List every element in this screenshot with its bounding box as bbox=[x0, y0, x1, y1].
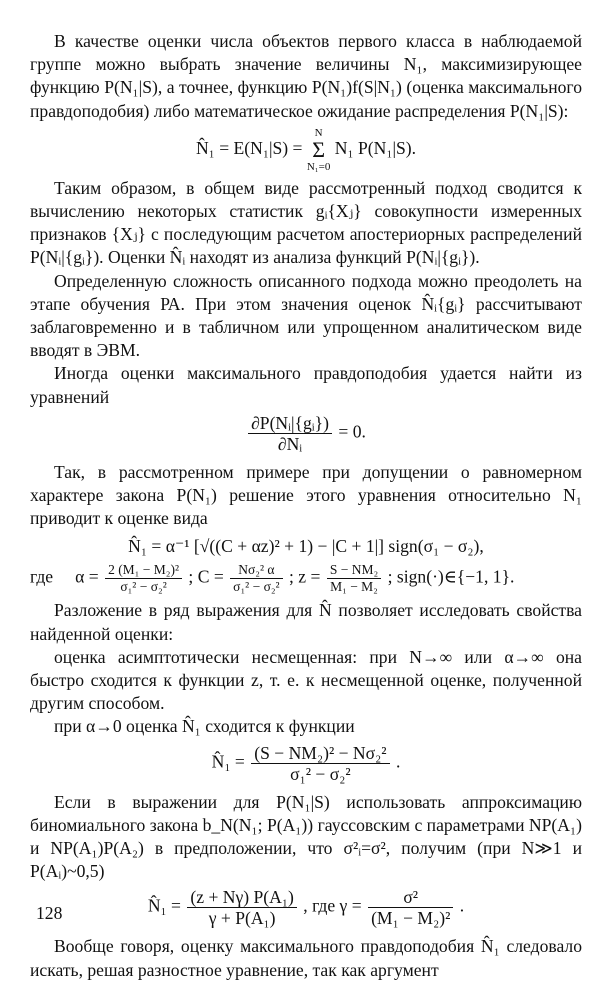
equation-expectation bbox=[30, 127, 582, 173]
equation-definitions bbox=[30, 562, 582, 595]
paragraph-2: Таким образом, в общем виде рассмотренный подход сводится к вычислению некоторых статистик gᵢ{Xⱼ} совокупности измеренных признаков {Xⱼ} с последующим расчетом апостериорных распределений P(Nᵢ|{gᵢ}). Оценки N̂ᵢ находят из анализа функций P(Nᵢ|{gᵢ}). bbox=[30, 177, 582, 268]
sum-upper-limit: N bbox=[314, 126, 323, 139]
z-numerator: S − NM₂ bbox=[327, 562, 381, 579]
paragraph-5: Так, в рассмотренном примере при допущении о равномерном характере закона P(N₁) решение этого уравнения относительно N₁ приводит к оценке вида bbox=[30, 461, 582, 529]
c-lhs: ; C = bbox=[188, 567, 224, 587]
alpha-denominator: σ₁² − σ₂² bbox=[120, 579, 167, 595]
c-fraction bbox=[230, 562, 282, 595]
gamma-fraction bbox=[368, 887, 453, 928]
derivative-denominator: ∂Nᵢ bbox=[277, 433, 303, 454]
eq2-rhs: = 0. bbox=[338, 421, 366, 442]
eq4-end: . bbox=[395, 751, 401, 772]
gamma-denominator: (M₁ − M₂)² bbox=[371, 908, 451, 929]
paragraph-4: Иногда оценки максимального правдоподобия удается найти из уравнений bbox=[30, 363, 582, 407]
alpha-numerator: 2 (M₁ − M₂)² bbox=[105, 562, 182, 579]
c-denominator: σ₁² − σ₂² bbox=[233, 579, 280, 595]
eq5-fraction bbox=[187, 887, 296, 928]
eq4-numerator: (S − NM₂)² − Nσ₂² bbox=[251, 743, 389, 764]
derivative-numerator: ∂P(Nᵢ|{gᵢ}) bbox=[248, 413, 332, 434]
equation-limit bbox=[30, 743, 582, 784]
eq4-lhs: N̂₁ = bbox=[211, 751, 245, 772]
z-denominator: M₁ − M₂ bbox=[330, 579, 378, 595]
paragraph-10: Вообще говоря, оценку максимального правдоподобия N̂₁ следовало искать, решая разностное уравнение, так как аргумент bbox=[30, 936, 582, 980]
alpha-lhs: α = bbox=[75, 567, 99, 587]
eq4-denominator: σ₁² − σ₂² bbox=[290, 763, 351, 784]
z-fraction bbox=[327, 562, 381, 595]
z-lhs: ; z = bbox=[289, 567, 321, 587]
eq5-numerator: (z + Nγ) P(A₁) bbox=[187, 887, 296, 908]
sign-definition: ; sign(·)∈{−1, 1}. bbox=[387, 567, 515, 587]
paragraph-1: В качестве оценки числа объектов первого класса в наблюдаемой группе можно выбрать значение величины N₁, максимизирующее функцию P(N₁|S), а точнее, функцию P(N₁)f(S|N₁) (оценка максимального правдоподобия) либо математическое ожидание распределения P(N₁|S): bbox=[30, 31, 582, 121]
eq5-end: . bbox=[459, 896, 465, 917]
eq1-lhs: N̂₁ = E(N₁|S) = bbox=[195, 137, 303, 158]
eq1-rhs: N₁ P(N₁|S). bbox=[334, 137, 417, 158]
paragraph-9: Если в выражении для P(N₁|S) использовать аппроксимацию биномиального закона b_N(N₁; P(A₁)) гауссовским с параметрами NP(A₁) и NP(A₁)P(A₂) в предположении, что σ²ᵢ=σ², получим (при N≫1 и P(Aᵢ)~0,5) bbox=[30, 791, 582, 882]
paragraph-7: оценка асимптотически несмещенная: при N→∞ или α→∞ она быстро сходится к функции z, т. е. к несмещенной оценке, полученной другим способом. bbox=[30, 646, 582, 714]
sum-lower-limit: N₁=0 bbox=[306, 160, 331, 173]
eq4-fraction bbox=[251, 743, 389, 784]
page-number: 128 bbox=[36, 903, 63, 923]
derivative-fraction bbox=[248, 413, 332, 454]
paragraph-3: Определенную сложность описанного подхода можно преодолеть на этапе обучения РА. При этом значения оценок N̂ᵢ{gᵢ} рассчитывают заблаговременно и в табличном или упрощенном аналитическом виде вводят в ЭВМ. bbox=[30, 270, 582, 361]
eq5-lhs: N̂₁ = bbox=[147, 896, 181, 917]
paragraph-8: при α→0 оценка N̂₁ сходится к функции bbox=[54, 716, 355, 737]
sum-operator bbox=[307, 127, 330, 173]
equation-derivative bbox=[30, 413, 582, 454]
alpha-fraction bbox=[105, 562, 182, 595]
equation-estimate: N̂₁ = α⁻¹ [√((C + αz)² + 1) − |C + 1|] sign(σ₁ − σ₂), bbox=[128, 536, 484, 557]
where-label: где bbox=[30, 567, 54, 587]
c-numerator: Nσ₂² α bbox=[230, 562, 282, 579]
eq5-mid: , где γ = bbox=[303, 896, 362, 917]
eq5-denominator: γ + P(A₁) bbox=[208, 908, 276, 929]
paragraph-6: Разложение в ряд выражения для N̂ позволяет исследовать свойства найденной оценки: bbox=[30, 600, 582, 644]
sigma-icon: Σ bbox=[312, 136, 325, 162]
equation-gaussian bbox=[30, 887, 582, 928]
gamma-numerator: σ² bbox=[368, 887, 453, 908]
